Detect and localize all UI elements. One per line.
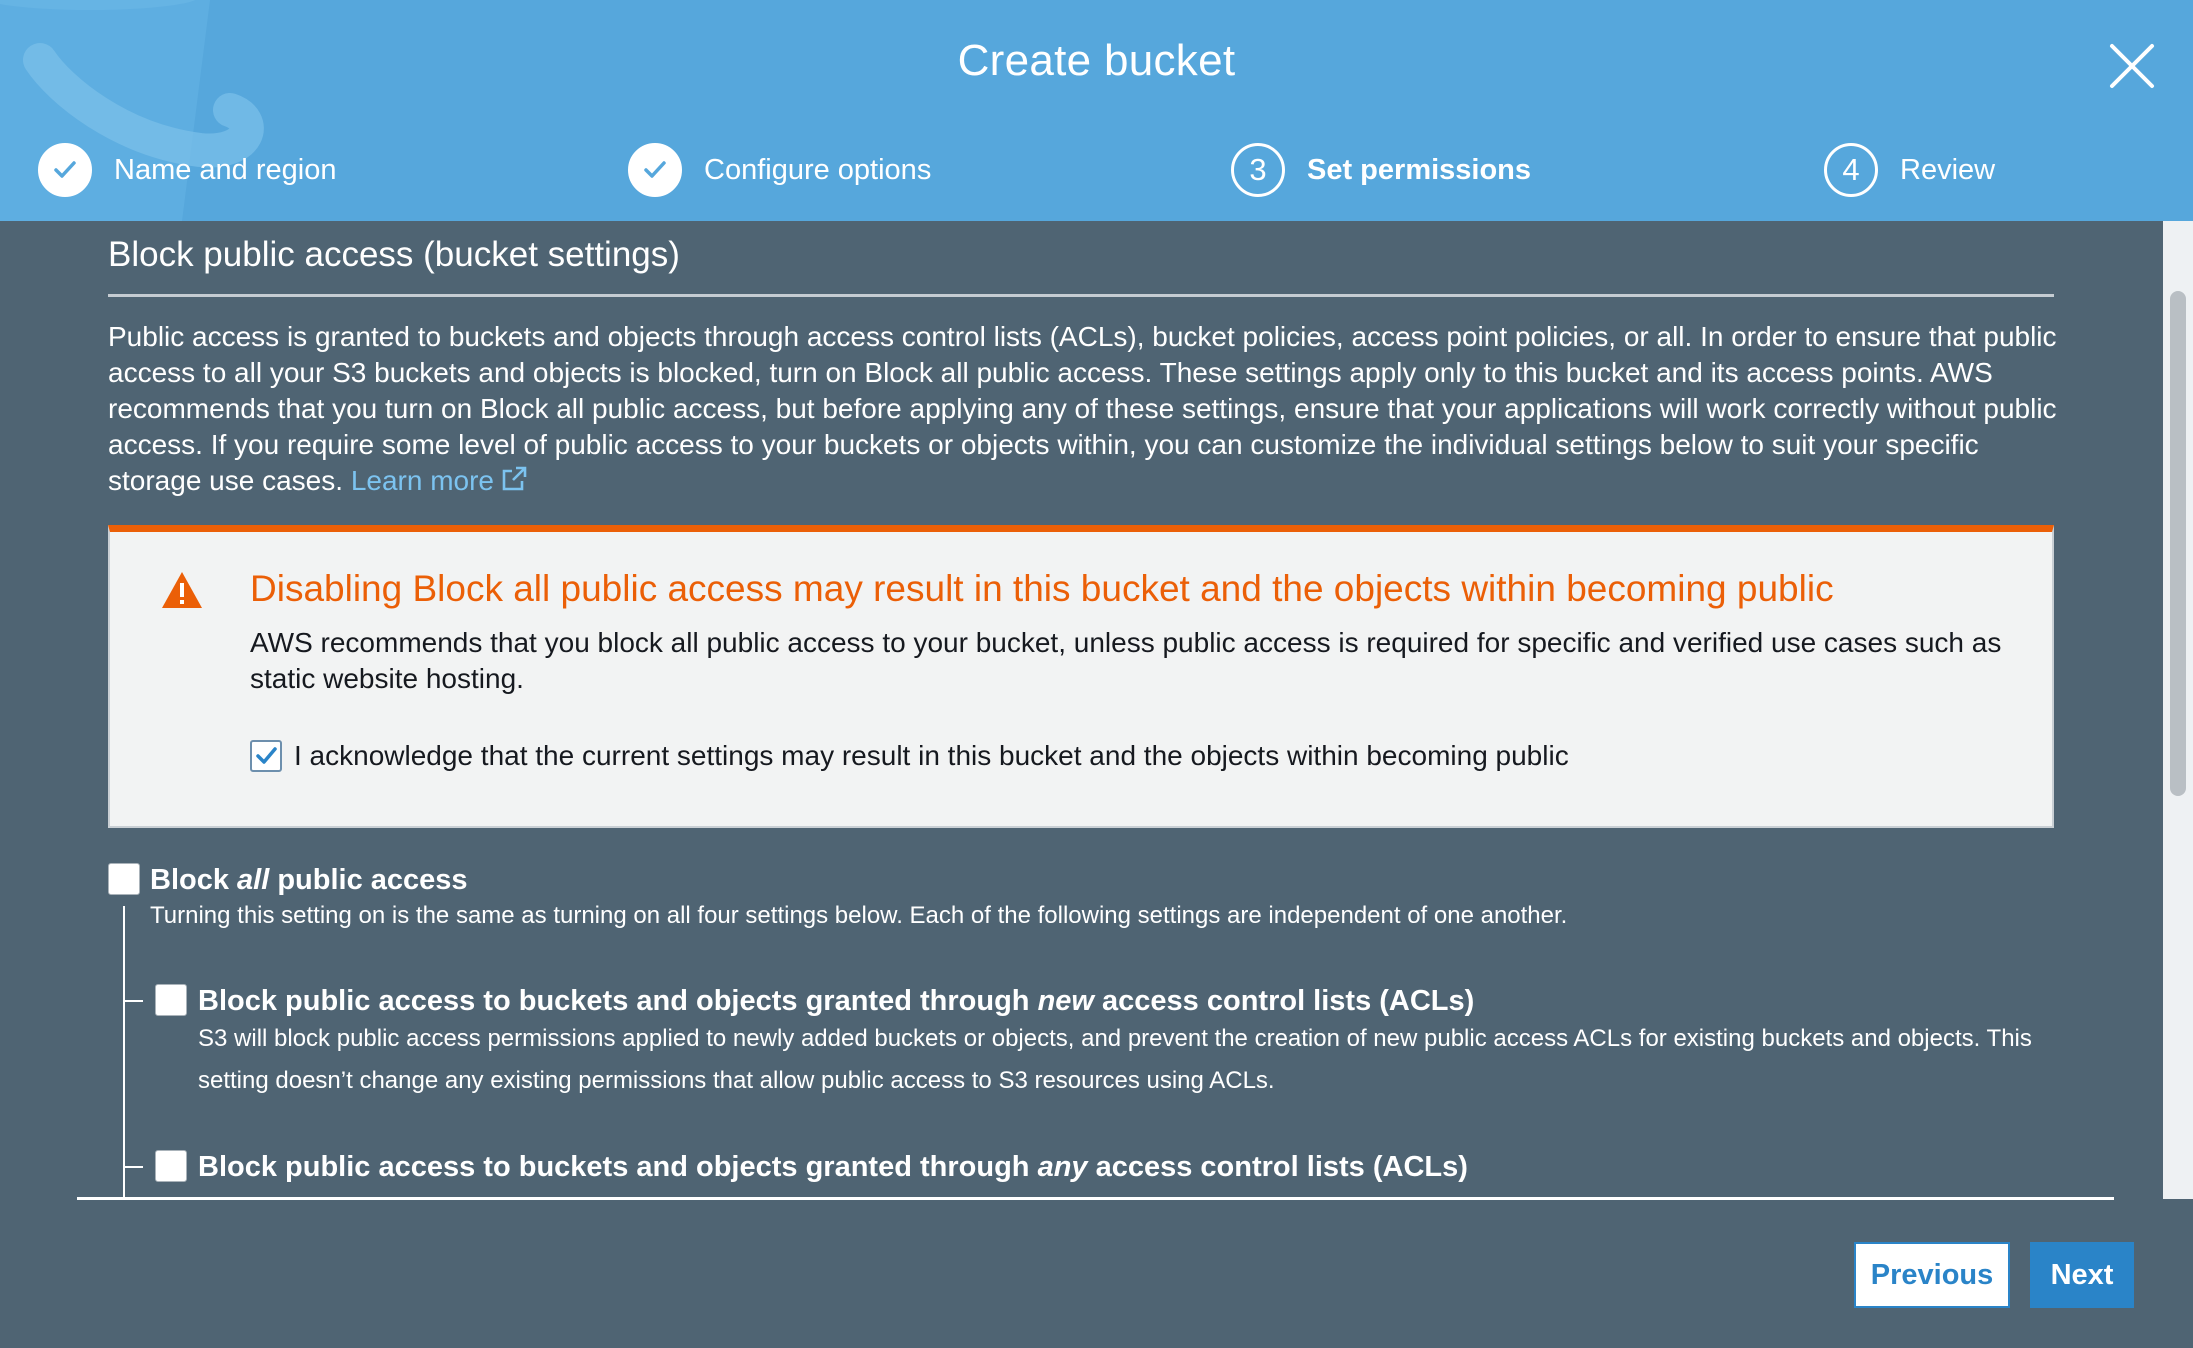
block-all-public-access-checkbox[interactable] xyxy=(108,863,140,895)
step-name-and-region[interactable] xyxy=(38,143,336,197)
block-new-acls-description: S3 will block public access permissions applied to newly added buckets or objects, and prevent the creation of new public access ACLs for existing buckets and objects. This setting doesn’t change any existing permissions that allow public access to S3 resources using ACLs. xyxy=(198,1025,2032,1094)
block-new-acls-title: Block public access to buckets and objects granted through new access control lists (ACLs) xyxy=(198,985,1475,1017)
block-any-acls-checkbox[interactable] xyxy=(155,1150,187,1182)
public-access-warning xyxy=(108,525,2054,828)
section-divider xyxy=(108,294,2054,297)
block-any-acls-title: Block public access to buckets and objects granted through any access control lists (ACLs) xyxy=(198,1151,1468,1183)
acknowledge-label: I acknowledge that the current settings may result in this bucket and the objects within becoming public xyxy=(294,740,1569,771)
section-description: Public access is granted to buckets and objects through access control lists (ACLs), bucket policies, access point policies, or all. In order to ensure that public access to all your S3 buckets and objects is blocked, turn on Block all public access. These settings apply only to this bucket and its access points. AWS recommends that you turn on Block all public access, but before applying any of these settings, ensure that your applications will work correctly without public access. If you require some level of public access to your buckets or objects within, you can customize the individual settings below to suit your specific storage use cases. Learn more xyxy=(108,321,2057,496)
step-set-permissions[interactable] xyxy=(1231,143,1531,197)
step-label: Name and region xyxy=(114,153,337,186)
close-icon[interactable] xyxy=(2106,40,2158,92)
tree-branch xyxy=(123,1166,143,1168)
block-new-acls-checkbox[interactable] xyxy=(155,984,187,1016)
warning-icon xyxy=(160,570,204,610)
footer-divider xyxy=(77,1197,2114,1200)
section-title: Block public access (bucket settings) xyxy=(108,235,680,274)
tree-branch xyxy=(123,1000,143,1002)
block-all-description: Turning this setting on is the same as turning on all four settings below. Each of the following settings are independent of one another. xyxy=(150,902,1568,929)
step-number: 4 xyxy=(1824,143,1878,197)
step-complete-check-icon xyxy=(628,143,682,197)
block-all-title: Block all public access xyxy=(150,864,468,896)
external-link-icon xyxy=(500,465,528,493)
permissions-scroll-area[interactable] xyxy=(0,221,2163,1199)
step-label: Configure options xyxy=(704,153,932,186)
warning-text: AWS recommends that you block all public access to your bucket, unless public access is required for specific and verified use cases such as static website hosting. xyxy=(250,627,2002,694)
step-complete-check-icon xyxy=(38,143,92,197)
acknowledge-checkbox[interactable] xyxy=(250,740,282,772)
step-number: 3 xyxy=(1231,143,1285,197)
dialog-title: Create bucket xyxy=(957,36,1236,85)
tree-line xyxy=(123,906,125,1199)
scrollbar-thumb[interactable] xyxy=(2170,291,2186,796)
warning-title: Disabling Block all public access may result in this bucket and the objects within becoming public xyxy=(250,568,1834,609)
next-button[interactable]: Next xyxy=(2030,1242,2134,1308)
step-label: Set permissions xyxy=(1307,153,1532,186)
dialog-header xyxy=(0,0,2193,221)
step-label: Review xyxy=(1900,153,1996,186)
previous-button[interactable]: Previous xyxy=(1854,1242,2010,1308)
learn-more-link[interactable]: Learn more xyxy=(351,465,528,496)
step-configure-options[interactable] xyxy=(628,143,931,197)
checkmark-icon xyxy=(254,744,278,768)
step-review[interactable] xyxy=(1824,143,1995,197)
